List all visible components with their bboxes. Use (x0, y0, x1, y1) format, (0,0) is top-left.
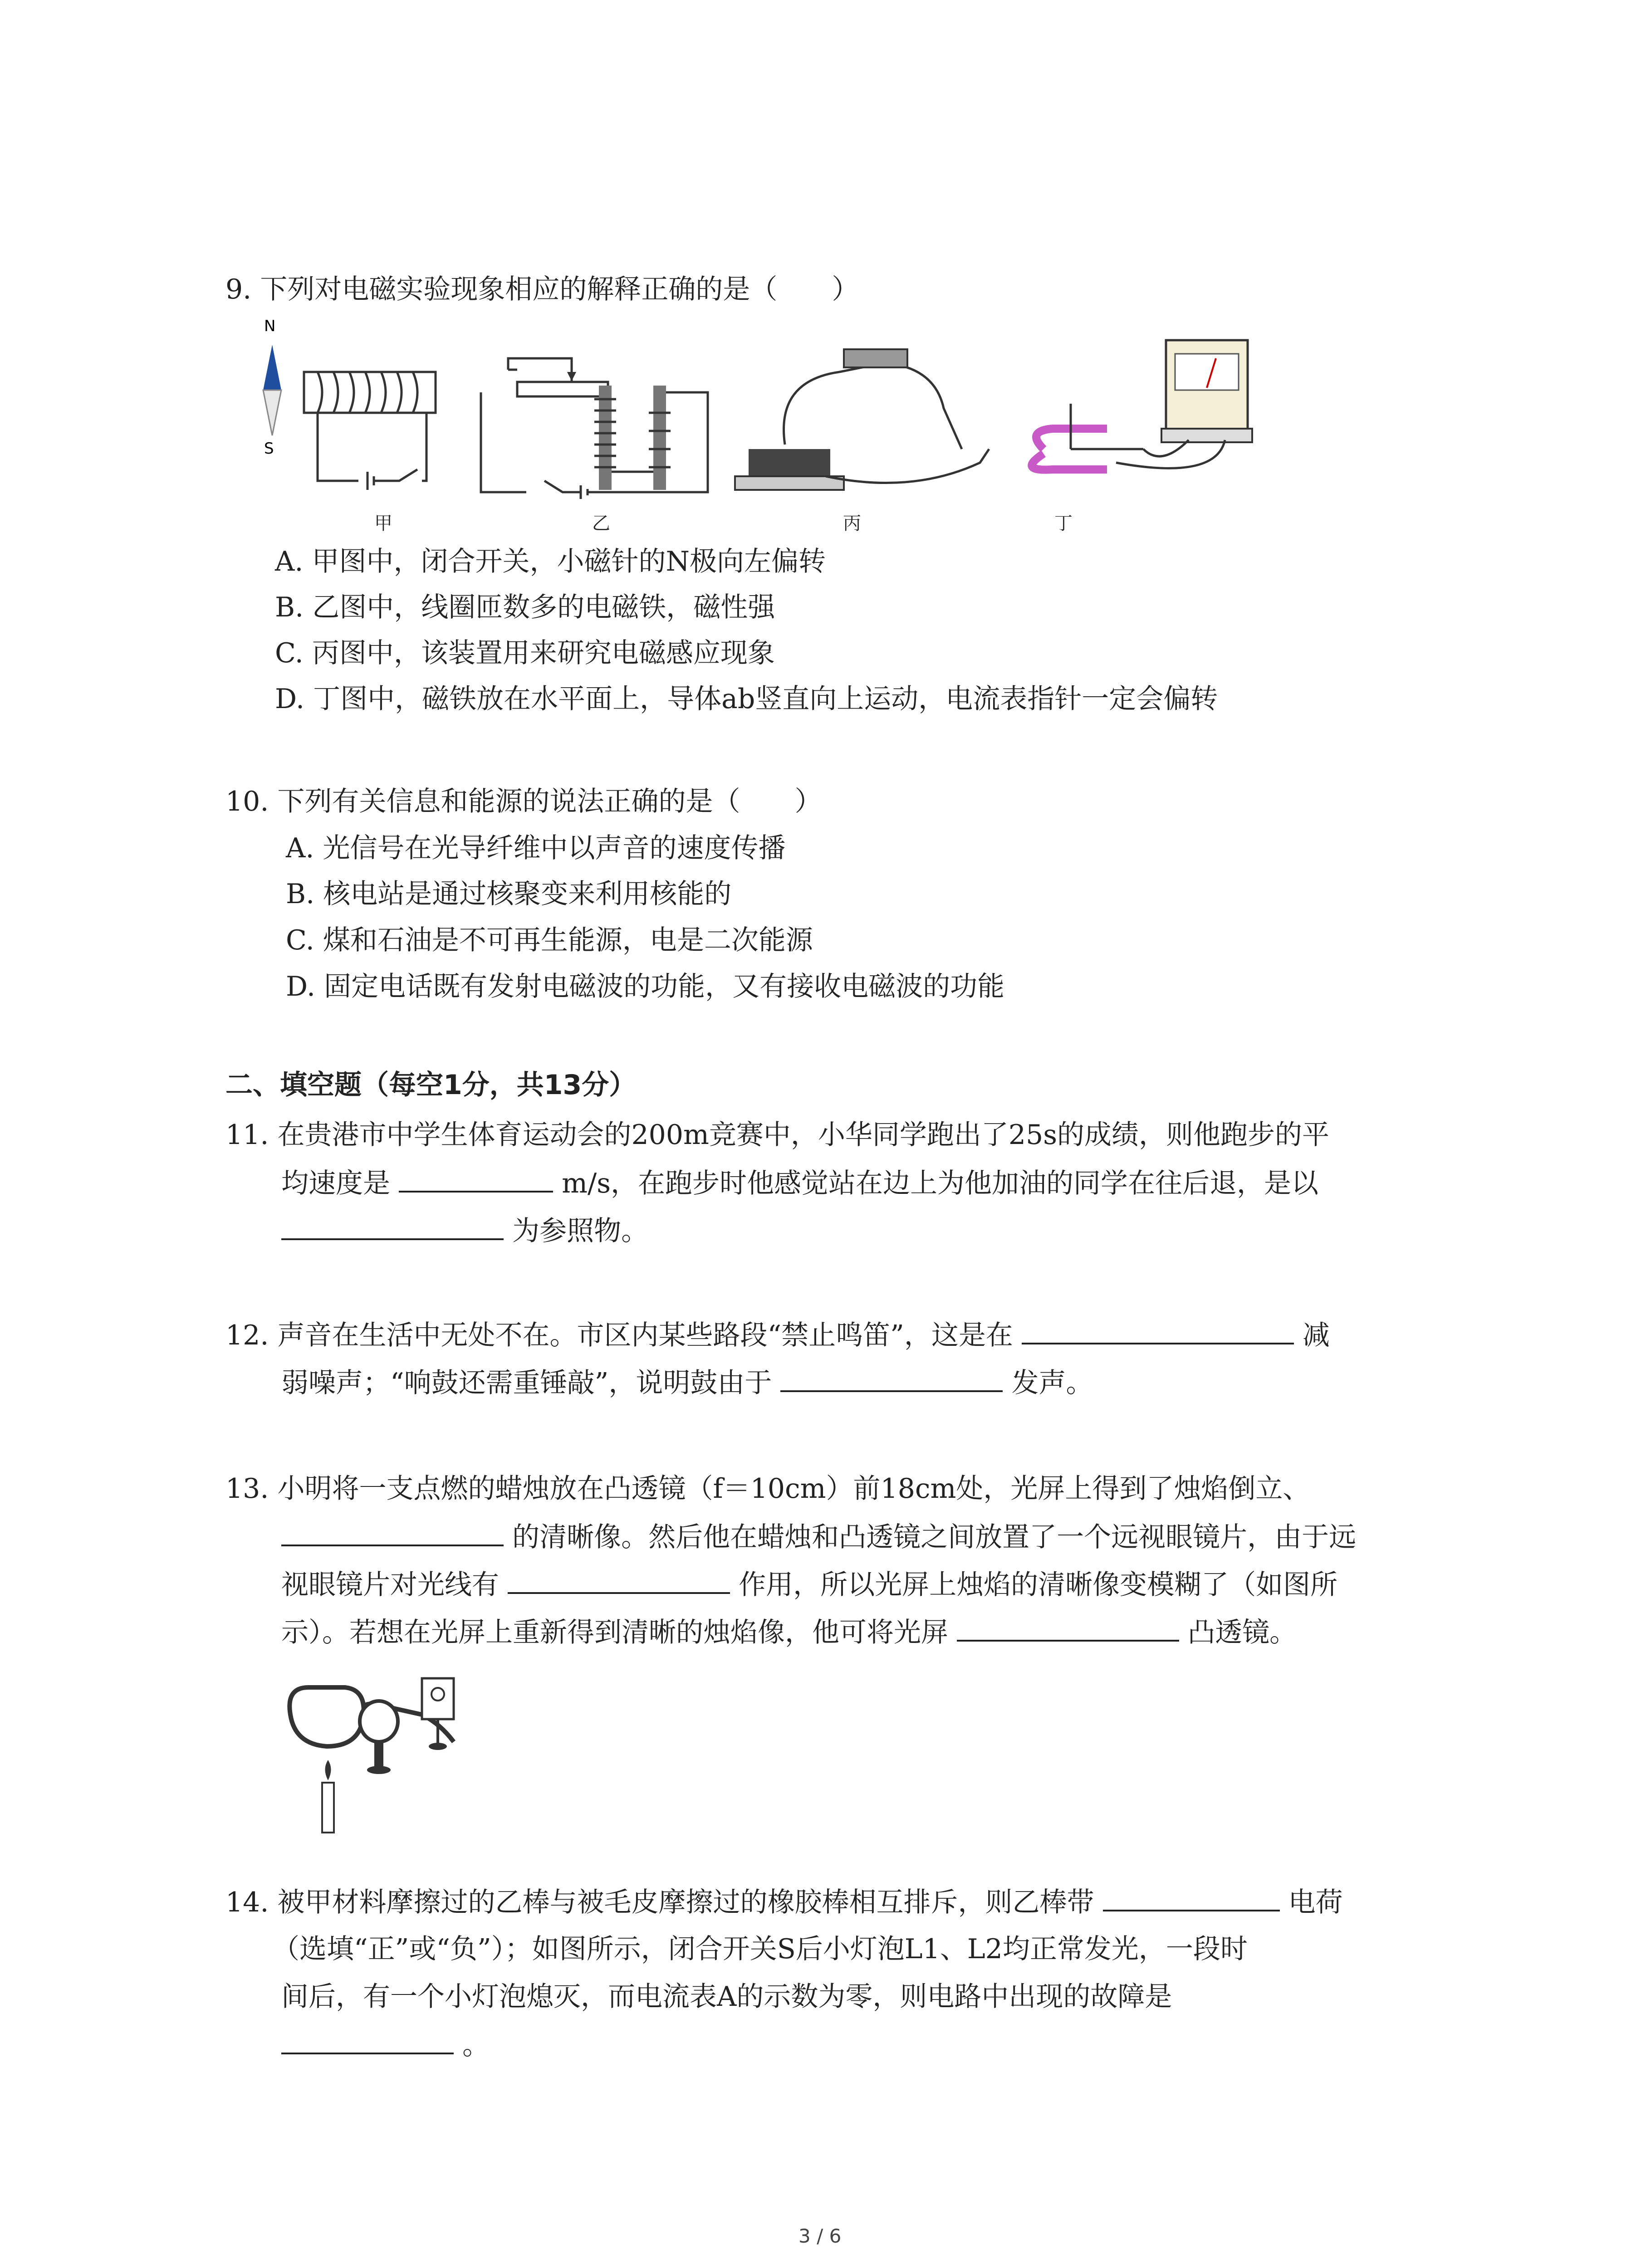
q12-blank-noise[interactable] (1022, 1315, 1294, 1344)
q13-blank-screen[interactable] (957, 1613, 1179, 1642)
q12-line-1 (225, 1315, 1330, 1354)
q13-line-2 (281, 1517, 1356, 1556)
q14-text-4: 。 (462, 2029, 490, 2061)
section-title-fill-in: 二、填空题（每空1分，共13分） (225, 1069, 637, 1101)
q14-text-1b: 电荷 (1288, 1887, 1343, 1918)
q12-blank-drum[interactable] (780, 1363, 1003, 1392)
q12-line-2 (281, 1363, 1093, 1402)
generator-apparatus-diagram (735, 349, 989, 490)
galvanometer-diagram (1032, 340, 1252, 470)
figure-label-bing: 丙 (843, 513, 861, 534)
q14-line-4 (281, 2025, 490, 2064)
q9-option-d: D. 丁图中，磁铁放在水平面上，导体ab竖直向上运动，电流表指针一定会偏转 (275, 683, 1218, 715)
q13-line-1: 13. 小明将一支点燃的蜡烛放在凸透镜（f＝10cm）前18cm处，光屏上得到了烛焰倒立、 (225, 1473, 1310, 1505)
q13-text-2: 的清晰像。然后他在蜡烛和凸透镜之间放置了一个远视眼镜片，由于远 (512, 1521, 1357, 1553)
q12-text-1b: 减 (1303, 1320, 1330, 1351)
q9-option-a: A. 甲图中，闭合开关，小磁针的N极向左偏转 (275, 546, 826, 577)
figure-label-ding: 丁 (1054, 513, 1073, 534)
q11-text-2b: m/s，在跑步时他感觉站在边上为他加油的同学在往后退，是以 (562, 1168, 1319, 1199)
q9-option-c: C. 丙图中，该装置用来研究电磁感应现象 (275, 637, 775, 669)
q11-blank-reference[interactable] (281, 1211, 504, 1240)
q9-figure (254, 313, 1388, 531)
q11-line-1: 11. 在贵港市中学生体育运动会的200m竞赛中，小华同学跑出了25s的成绩，则他跑步的平 (225, 1119, 1330, 1151)
q9-stem: 9. 下列对电磁实验现象相应的解释正确的是（ ） (225, 274, 859, 305)
q13-glasses-figure (272, 1669, 490, 1846)
q12-text-2b: 发声。 (1011, 1367, 1093, 1399)
q14-blank-fault[interactable] (281, 2025, 454, 2054)
q14-line-3: 间后，有一个小灯泡熄灭，而电流表A的示数为零，则电路中出现的故障是 (281, 1981, 1172, 2013)
solenoid-circuit-diagram (304, 372, 436, 490)
q13-text-3a: 视眼镜片对光线有 (281, 1569, 499, 1601)
q14-blank-charge[interactable] (1103, 1882, 1280, 1911)
compass-needle-icon (263, 317, 281, 458)
page-number: 3 / 6 (798, 2225, 842, 2247)
q11-line-2 (281, 1163, 1318, 1202)
figure-label-yi: 乙 (592, 513, 610, 534)
q10-option-b: B. 核电站是通过核聚变来利用核能的 (286, 878, 732, 910)
q12-text-2a: 弱噪声；“响鼓还需重锤敲”，说明鼓由于 (281, 1367, 772, 1399)
compass-south-label: S (264, 440, 274, 458)
figure-label-jia: 甲 (374, 513, 392, 534)
q14-line-2: （选填“正”或“负”）；如图所示，闭合开关S后小灯泡L1、L2均正常发光，一段时 (272, 1933, 1248, 1965)
q11-text-2a: 均速度是 (281, 1168, 390, 1199)
q10-option-c: C. 煤和石油是不可再生能源，电是二次能源 (286, 924, 813, 956)
q13-line-4 (281, 1613, 1297, 1652)
q13-blank-image[interactable] (281, 1517, 504, 1546)
electromagnets-diagram (481, 358, 708, 499)
q13-text-3b: 作用，所以光屏上烛焰的清晰像变模糊了（如图所 (739, 1569, 1338, 1601)
q11-blank-speed[interactable] (399, 1163, 553, 1193)
q13-text-4b: 凸透镜。 (1188, 1617, 1297, 1648)
q11-text-3: 为参照物。 (512, 1215, 649, 1247)
q13-blank-effect[interactable] (508, 1565, 730, 1594)
q11-line-3 (281, 1211, 648, 1250)
q10-stem: 10. 下列有关信息和能源的说法正确的是（ ） (225, 786, 822, 817)
q13-text-4a: 示）。若想在光屏上重新得到清晰的烛焰像，他可将光屏 (281, 1617, 948, 1648)
q9-option-b: B. 乙图中，线圈匝数多的电磁铁，磁性强 (275, 591, 775, 623)
q14-text-1a: 14. 被甲材料摩擦过的乙棒与被毛皮摩擦过的橡胶棒相互排斥，则乙棒带 (225, 1887, 1094, 1918)
q10-option-a: A. 光信号在光导纤维中以声音的速度传播 (286, 832, 786, 864)
q12-text-1a: 12. 声音在生活中无处不在。市区内某些路段“禁止鸣笛”，这是在 (225, 1320, 1013, 1351)
q10-option-d: D. 固定电话既有发射电磁波的功能，又有接收电磁波的功能 (286, 971, 1005, 1002)
compass-north-label: N (264, 317, 276, 335)
q13-line-3 (281, 1565, 1337, 1604)
q14-line-1 (225, 1882, 1343, 1921)
